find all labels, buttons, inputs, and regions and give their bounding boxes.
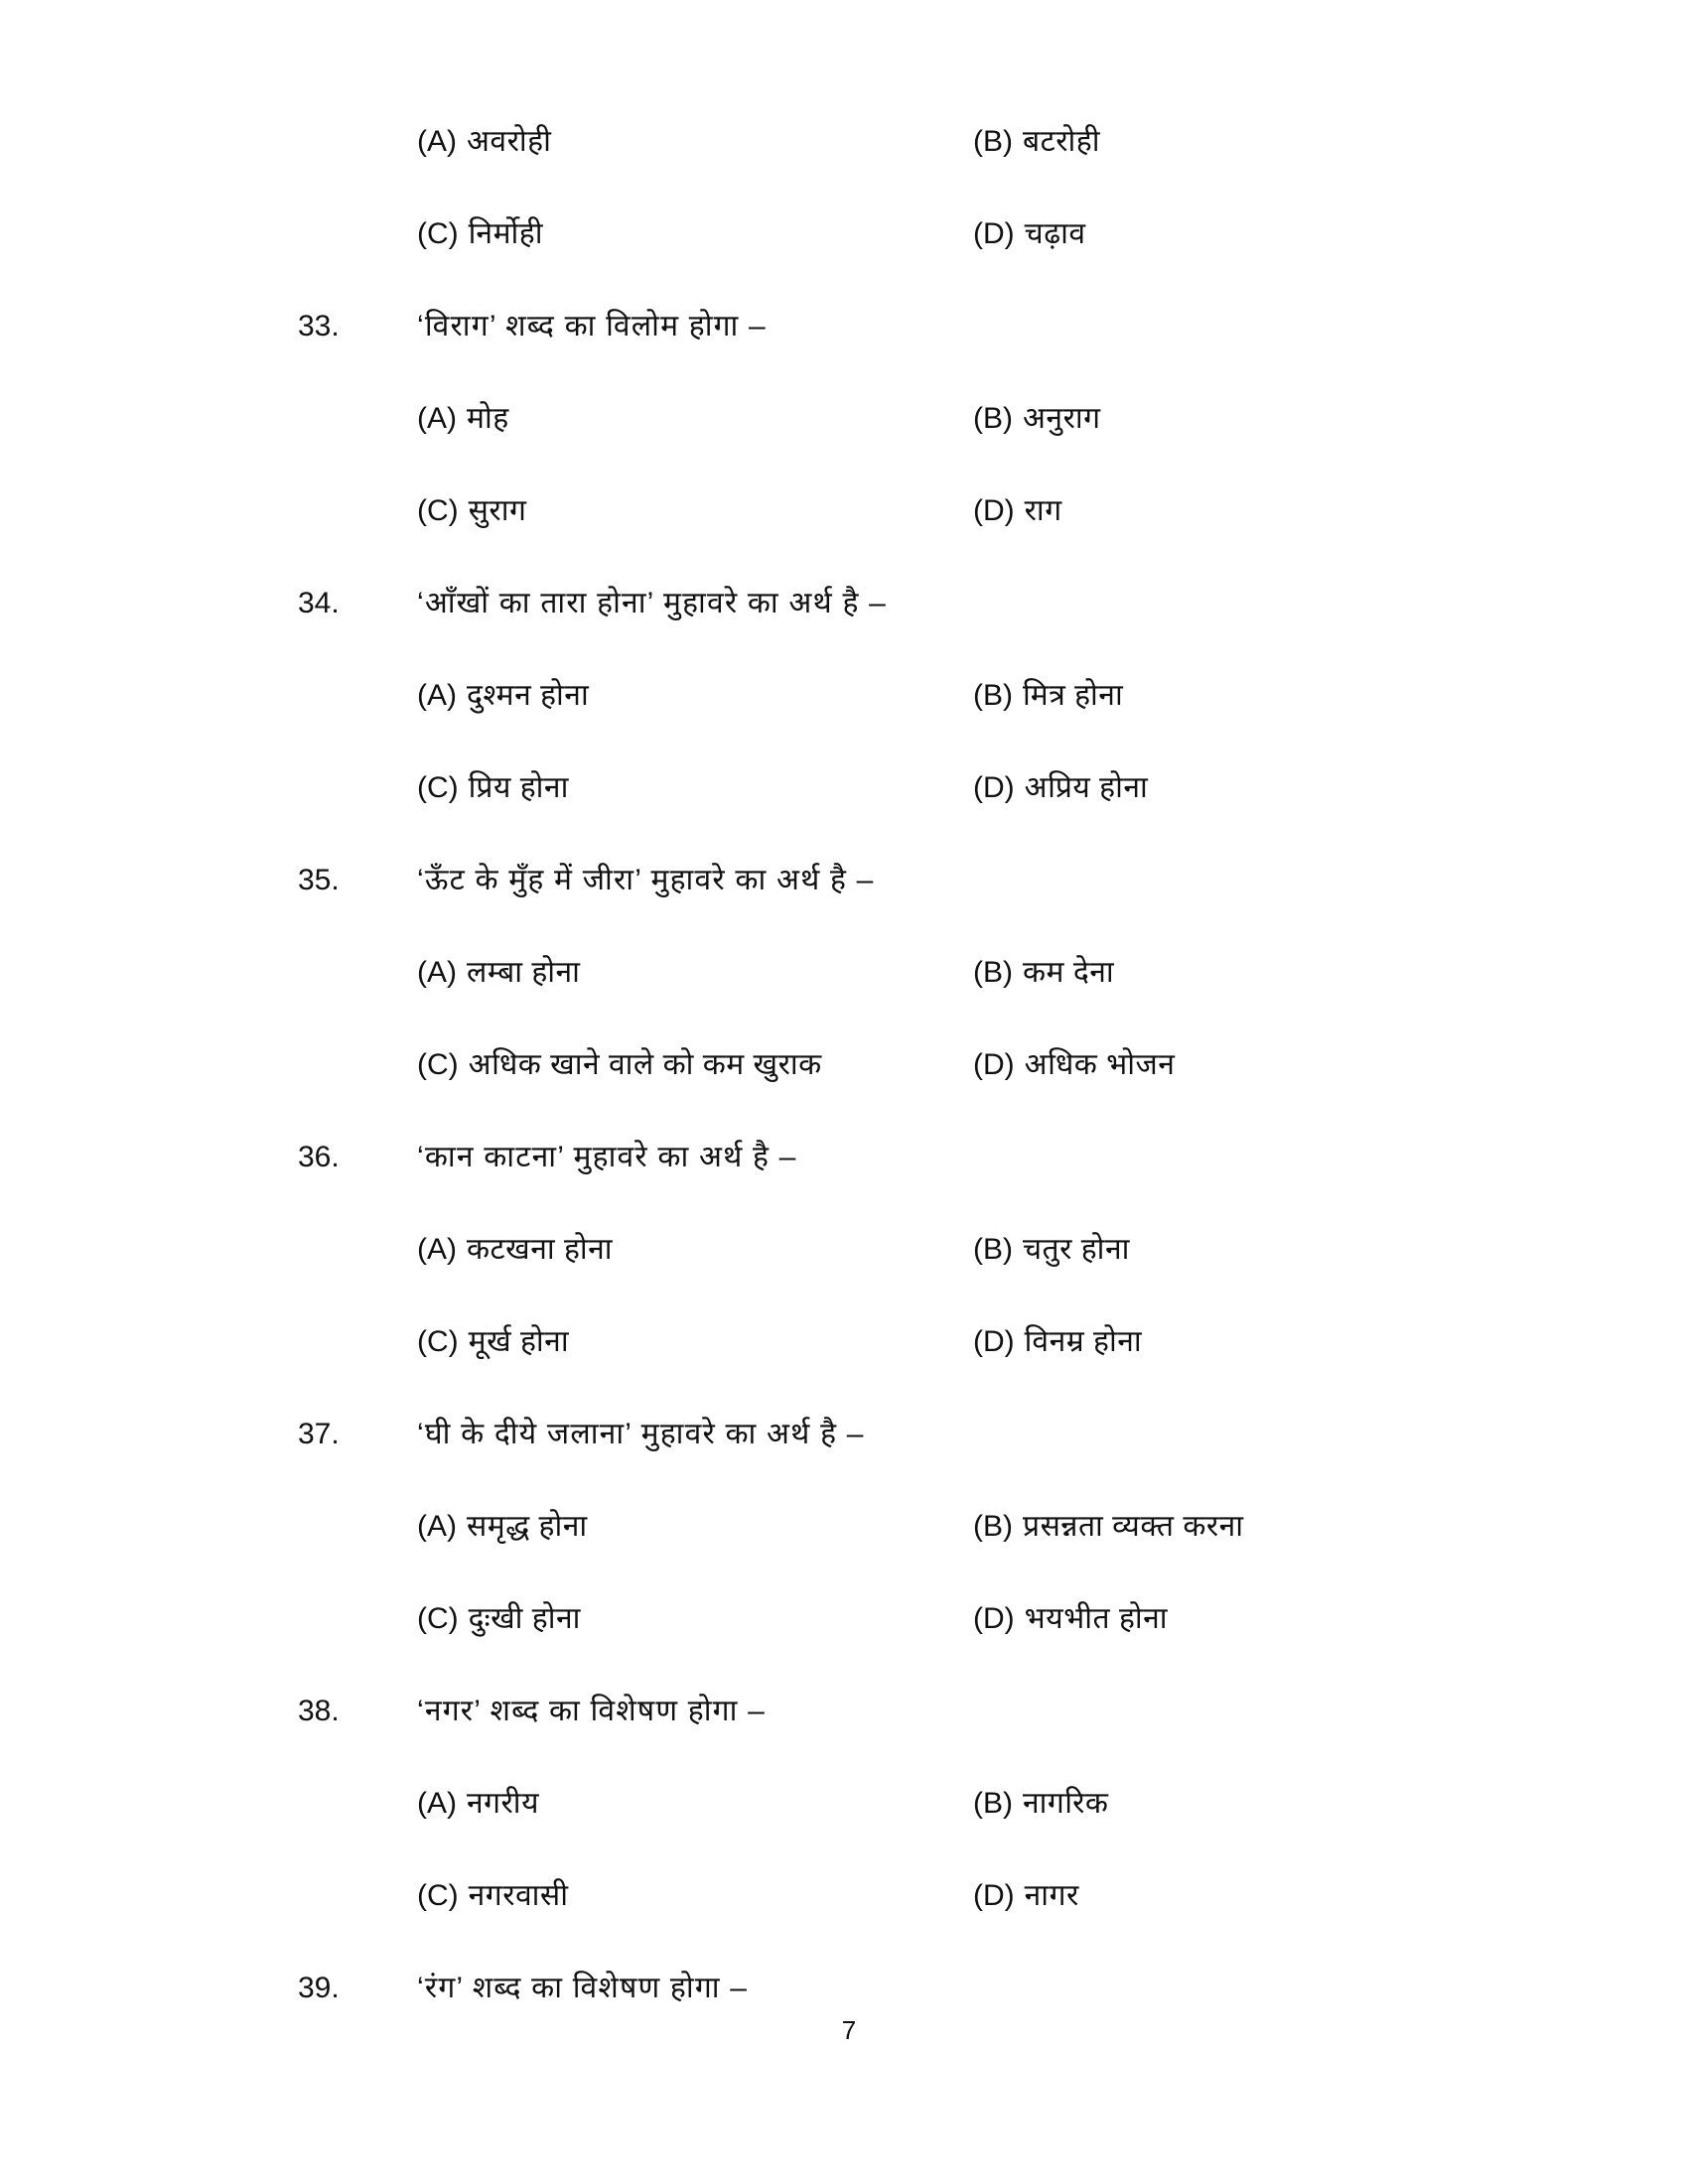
option-row xyxy=(0,958,1688,988)
option-row xyxy=(0,1327,1688,1357)
option-b-q34[interactable] xyxy=(973,681,1589,711)
question-row xyxy=(0,589,1688,618)
option-letter: (D) xyxy=(973,771,1015,804)
orphan-option-a[interactable] xyxy=(417,127,973,157)
option-b-q33[interactable] xyxy=(973,404,1589,434)
option-letter: (A) xyxy=(417,1510,457,1543)
option-text: विनम्र होना xyxy=(1024,1325,1143,1358)
vertical-spacer xyxy=(0,1449,1688,1512)
option-text: भयभीत होना xyxy=(1024,1602,1169,1635)
question-text: ‘घी के दीये जलाना’ मुहावरे का अर्थ है – xyxy=(417,1418,865,1450)
option-letter: (A) xyxy=(417,1233,457,1266)
option-letter: (D) xyxy=(973,1048,1015,1081)
option-row xyxy=(0,219,1688,249)
option-d-q38[interactable] xyxy=(973,1881,1589,1911)
option-letter: (B) xyxy=(973,125,1013,158)
option-letter: (A) xyxy=(417,956,457,989)
question-row xyxy=(0,1420,1688,1449)
option-a-q35[interactable] xyxy=(417,958,973,988)
option-d-q33[interactable] xyxy=(973,496,1589,526)
option-a-q37[interactable] xyxy=(417,1512,973,1542)
option-letter: (A) xyxy=(417,1787,457,1820)
option-row xyxy=(0,1512,1688,1542)
page-number-value: 7 xyxy=(841,2015,857,2045)
option-text: मित्र होना xyxy=(1023,679,1124,712)
option-b-q38[interactable] xyxy=(973,1789,1589,1819)
option-letter: (A) xyxy=(417,402,457,435)
option-text: चढ़ाव xyxy=(1024,217,1086,250)
option-text: लम्बा होना xyxy=(467,956,581,989)
option-row xyxy=(0,1881,1688,1911)
option-text: समृद्ध होना xyxy=(467,1510,588,1543)
option-text: मूर्ख होना xyxy=(468,1325,570,1358)
option-letter: (B) xyxy=(973,1510,1013,1543)
option-letter: (B) xyxy=(973,956,1013,989)
question-text: ‘कान काटना’ मुहावरे का अर्थ है – xyxy=(417,1141,797,1173)
vertical-spacer xyxy=(0,988,1688,1050)
option-text: दुश्मन होना xyxy=(467,679,590,712)
option-letter: (D) xyxy=(973,217,1015,250)
vertical-spacer xyxy=(0,711,1688,773)
question-number: 36. xyxy=(298,1141,340,1173)
question-row xyxy=(0,1974,1688,2003)
option-text: राग xyxy=(1024,494,1062,527)
option-row xyxy=(0,404,1688,434)
option-row xyxy=(0,127,1688,157)
option-b-q35[interactable] xyxy=(973,958,1589,988)
question-text: ‘रंग’ शब्द का विशेषण होगा – xyxy=(417,1972,749,2004)
question-number: 34. xyxy=(298,587,340,619)
vertical-spacer xyxy=(0,1265,1688,1327)
option-text: नगरवासी xyxy=(468,1879,569,1912)
option-text: नगरीय xyxy=(467,1787,539,1820)
question-row xyxy=(0,312,1688,341)
orphan-option-c[interactable] xyxy=(417,219,973,249)
option-c-q36[interactable] xyxy=(417,1327,973,1357)
vertical-spacer xyxy=(0,803,1688,866)
option-row xyxy=(0,1050,1688,1080)
option-b-q36[interactable] xyxy=(973,1235,1589,1265)
question-text: ‘नगर’ शब्द का विशेषण होगा – xyxy=(417,1695,766,1727)
option-c-q34[interactable] xyxy=(417,773,973,803)
option-text: नागरिक xyxy=(1023,1787,1109,1820)
vertical-spacer xyxy=(0,895,1688,958)
question-row xyxy=(0,1143,1688,1172)
option-text: प्रिय होना xyxy=(468,771,569,804)
option-c-q37[interactable] xyxy=(417,1604,973,1634)
option-letter: (C) xyxy=(417,1325,459,1358)
option-letter: (C) xyxy=(417,494,459,527)
option-a-q36[interactable] xyxy=(417,1235,973,1265)
question-number: 33. xyxy=(298,310,340,342)
option-c-q33[interactable] xyxy=(417,496,973,526)
vertical-spacer xyxy=(0,1726,1688,1789)
option-letter: (B) xyxy=(973,679,1013,712)
option-letter: (A) xyxy=(417,679,457,712)
option-d-q36[interactable] xyxy=(973,1327,1589,1357)
option-c-q35[interactable] xyxy=(417,1050,973,1080)
vertical-spacer xyxy=(0,1172,1688,1235)
vertical-spacer xyxy=(0,1634,1688,1697)
page-number xyxy=(0,2015,1688,2046)
option-letter: (D) xyxy=(973,1879,1015,1912)
option-text: अधिक खाने वाले को कम खुराक xyxy=(468,1048,822,1081)
option-row xyxy=(0,681,1688,711)
option-letter: (C) xyxy=(417,1879,459,1912)
option-a-q38[interactable] xyxy=(417,1789,973,1819)
vertical-spacer xyxy=(0,618,1688,681)
option-text: दुःखी होना xyxy=(468,1602,581,1635)
option-letter: (B) xyxy=(973,1787,1013,1820)
option-text: अप्रिय होना xyxy=(1024,771,1149,804)
option-d-q35[interactable] xyxy=(973,1050,1589,1080)
option-text: अनुराग xyxy=(1023,402,1101,435)
option-text: कम देना xyxy=(1023,956,1115,989)
option-text: चतुर होना xyxy=(1023,1233,1130,1266)
question-text: ‘ऊँट के मुँह में जीरा’ मुहावरे का अर्थ है – xyxy=(417,864,875,896)
option-a-q33[interactable] xyxy=(417,404,973,434)
option-a-q34[interactable] xyxy=(417,681,973,711)
vertical-spacer xyxy=(0,1080,1688,1143)
vertical-spacer xyxy=(0,249,1688,312)
option-row xyxy=(0,773,1688,803)
vertical-spacer xyxy=(0,526,1688,589)
vertical-spacer xyxy=(0,341,1688,404)
option-letter: (C) xyxy=(417,1602,459,1635)
question-number: 37. xyxy=(298,1418,340,1450)
vertical-spacer xyxy=(0,0,1688,127)
option-text: मोह xyxy=(467,402,509,435)
option-letter: (B) xyxy=(973,402,1013,435)
vertical-spacer xyxy=(0,434,1688,496)
option-letter: (C) xyxy=(417,1048,459,1081)
option-row xyxy=(0,1789,1688,1819)
option-b-q37[interactable] xyxy=(973,1512,1589,1542)
option-row xyxy=(0,1604,1688,1634)
option-letter: (D) xyxy=(973,1602,1015,1635)
vertical-spacer xyxy=(0,1542,1688,1604)
option-letter: (C) xyxy=(417,771,459,804)
question-number: 35. xyxy=(298,864,340,896)
question-number: 39. xyxy=(298,1972,340,2004)
vertical-spacer xyxy=(0,157,1688,219)
option-letter: (B) xyxy=(973,1233,1013,1266)
question-number: 38. xyxy=(298,1695,340,1727)
orphan-option-d[interactable] xyxy=(973,219,1589,249)
option-text: निर्मोही xyxy=(468,217,543,250)
option-row xyxy=(0,496,1688,526)
option-text: बटरोही xyxy=(1023,125,1100,158)
option-text: सुराग xyxy=(468,494,527,527)
question-text: ‘आँखों का तारा होना’ मुहावरे का अर्थ है – xyxy=(417,587,888,619)
question-row xyxy=(0,866,1688,895)
option-d-q37[interactable] xyxy=(973,1604,1589,1634)
option-c-q38[interactable] xyxy=(417,1881,973,1911)
option-text: कटखना होना xyxy=(467,1233,614,1266)
option-letter: (A) xyxy=(417,125,457,158)
vertical-spacer xyxy=(0,1357,1688,1420)
option-text: नागर xyxy=(1024,1879,1079,1912)
option-letter: (C) xyxy=(417,217,459,250)
vertical-spacer xyxy=(0,1819,1688,1881)
option-letter: (D) xyxy=(973,494,1015,527)
option-d-q34[interactable] xyxy=(973,773,1589,803)
option-text: अधिक भोजन xyxy=(1024,1048,1176,1081)
vertical-spacer xyxy=(0,1911,1688,1974)
option-row xyxy=(0,1235,1688,1265)
option-text: प्रसन्नता व्यक्त करना xyxy=(1023,1510,1244,1543)
question-row xyxy=(0,1697,1688,1726)
orphan-option-b[interactable] xyxy=(973,127,1589,157)
question-text: ‘विराग’ शब्द का विलोम होगा – xyxy=(417,310,767,342)
option-text: अवरोही xyxy=(467,125,552,158)
option-letter: (D) xyxy=(973,1325,1015,1358)
